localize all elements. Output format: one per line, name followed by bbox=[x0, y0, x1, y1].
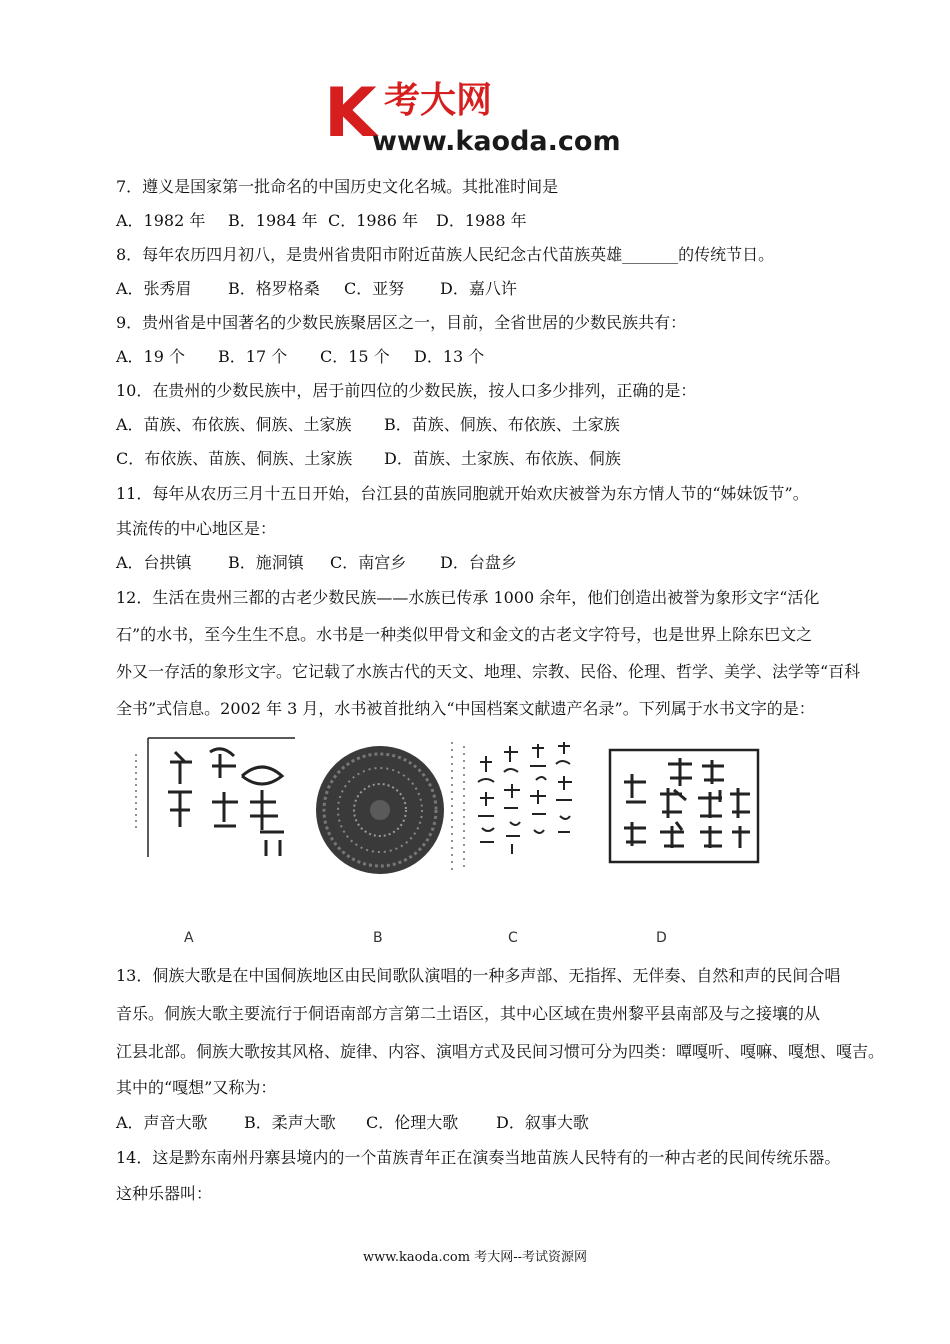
q11-option-b: B．施洞镇 bbox=[228, 553, 304, 572]
q7-option-d: D．1988 年 bbox=[436, 211, 527, 230]
q12-script-figure bbox=[120, 732, 820, 946]
sample-a-image bbox=[136, 738, 295, 857]
q9-option-a: A．19 个 bbox=[116, 347, 186, 366]
q9-option-c: C．15 个 bbox=[320, 347, 390, 366]
q7-stem: 7．遵义是国家第一批命名的中国历史文化名城。其批准时间是 bbox=[116, 177, 559, 196]
q10-options-row1 bbox=[116, 414, 620, 436]
q13-options bbox=[116, 1112, 589, 1134]
q12-line1: 12．生活在贵州三都的古老少数民族——水族已传承 1000 余年，他们创造出被誉为象形文字“活化 bbox=[116, 588, 820, 607]
q13-option-a: A．声音大歌 bbox=[116, 1113, 208, 1132]
kaoda-logo bbox=[322, 74, 652, 160]
q12-line3: 外又一存活的象形文字。它记载了水族古代的天文、地理、宗教、民俗、伦理、哲学、美学、法学等“百科 bbox=[116, 662, 861, 681]
q14-line1: 14．这是黔东南州丹寨县境内的一个苗族青年正在演奏当地苗族人民特有的一种古老的民间传统乐器。 bbox=[116, 1148, 841, 1167]
q11-options bbox=[116, 552, 517, 574]
q13-line2: 音乐。侗族大歌主要流行于侗语南部方言第二土语区，其中心区域在贵州黎平县南部及与之接壤的从 bbox=[116, 1004, 821, 1023]
q10-option-c: C．布依族、苗族、侗族、土家族 bbox=[116, 449, 353, 468]
sample-d-image bbox=[610, 750, 758, 862]
q10-options-row2 bbox=[116, 448, 621, 470]
figure-label-c: C bbox=[508, 930, 518, 946]
q9-option-d: D．13 个 bbox=[414, 347, 485, 366]
q9-option-b: B．17 个 bbox=[218, 347, 288, 366]
q11-option-c: C．南宫乡 bbox=[330, 553, 407, 572]
q10-stem: 10．在贵州的少数民族中，居于前四位的少数民族，按人口多少排列，正确的是： bbox=[116, 381, 697, 400]
q10-option-a: A．苗族、布依族、侗族、土家族 bbox=[116, 415, 352, 434]
q13-line4: 其中的“嘎想”又称为： bbox=[116, 1078, 277, 1097]
sample-b-image bbox=[316, 746, 444, 874]
q7-option-b: B．1984 年 bbox=[228, 211, 318, 230]
q8-option-b: B．格罗格桑 bbox=[228, 279, 320, 298]
q13-option-c: C．伦理大歌 bbox=[366, 1113, 459, 1132]
q13-option-d: D．叙事大歌 bbox=[496, 1113, 589, 1132]
logo-k-letter: K bbox=[324, 74, 377, 153]
q9-options bbox=[116, 346, 484, 368]
q11-option-d: D．台盘乡 bbox=[440, 553, 517, 572]
q7-options bbox=[116, 210, 527, 232]
q12-line4: 全书”式信息。2002 年 3 月，水书被首批纳入“中国档案文献遗产名录”。下列属于水书文字的是： bbox=[116, 699, 815, 718]
q7-option-c: C．1986 年 bbox=[328, 211, 419, 230]
q8-option-d: D．嘉八许 bbox=[440, 279, 517, 298]
sample-c-image bbox=[452, 742, 572, 872]
q10-option-d: D．苗族、土家族、布依族、侗族 bbox=[384, 449, 621, 468]
q13-line1: 13．侗族大歌是在中国侗族地区由民间歌队演唱的一种多声部、无指挥、无伴奏、自然和声的民间合唱 bbox=[116, 966, 841, 985]
q13-option-b: B．柔声大歌 bbox=[244, 1113, 336, 1132]
q8-stem: 8．每年农历四月初八，是贵州省贵阳市附近苗族人民纪念古代苗族英雄_______的传统节日。 bbox=[116, 245, 775, 264]
page-footer: www.kaoda.com 考大网--考试资源网 bbox=[363, 1250, 587, 1265]
q8-option-a: A．张秀眉 bbox=[116, 279, 192, 298]
logo-chinese-name: 考大网 bbox=[384, 80, 493, 121]
q13-line3: 江县北部。侗族大歌按其风格、旋律、内容、演唱方式及民间习惯可分为四类：嘾嘎听、嘎嘛、嘎想、嘎吉。 bbox=[116, 1042, 885, 1061]
script-samples-image bbox=[120, 732, 820, 932]
q9-stem: 9．贵州省是中国著名的少数民族聚居区之一，目前，全省世居的少数民族共有： bbox=[116, 313, 687, 332]
q7-option-a: A．1982 年 bbox=[116, 211, 206, 230]
q11-stem-line2: 其流传的中心地区是： bbox=[116, 519, 277, 538]
figure-label-a: A bbox=[184, 930, 194, 946]
q11-stem-line1: 11．每年从农历三月十五日开始，台江县的苗族同胞就开始欢庆被誉为东方情人节的“姊妹饭节”。 bbox=[116, 484, 809, 503]
logo-graphic bbox=[322, 74, 652, 160]
q8-options bbox=[116, 278, 517, 300]
figure-label-d: D bbox=[656, 930, 667, 946]
q11-option-a: A．台拱镇 bbox=[116, 553, 192, 572]
q8-option-c: C．亚努 bbox=[344, 279, 405, 298]
logo-url: www.kaoda.com bbox=[372, 126, 621, 157]
figure-label-b: B bbox=[373, 930, 383, 946]
q14-line2: 这种乐器叫： bbox=[116, 1184, 213, 1203]
q12-line2: 石”的水书，至今生生不息。水书是一种类似甲骨文和金文的古老文字符号，也是世界上除东巴文之 bbox=[116, 625, 813, 644]
q10-option-b: B．苗族、侗族、布依族、土家族 bbox=[384, 415, 620, 434]
